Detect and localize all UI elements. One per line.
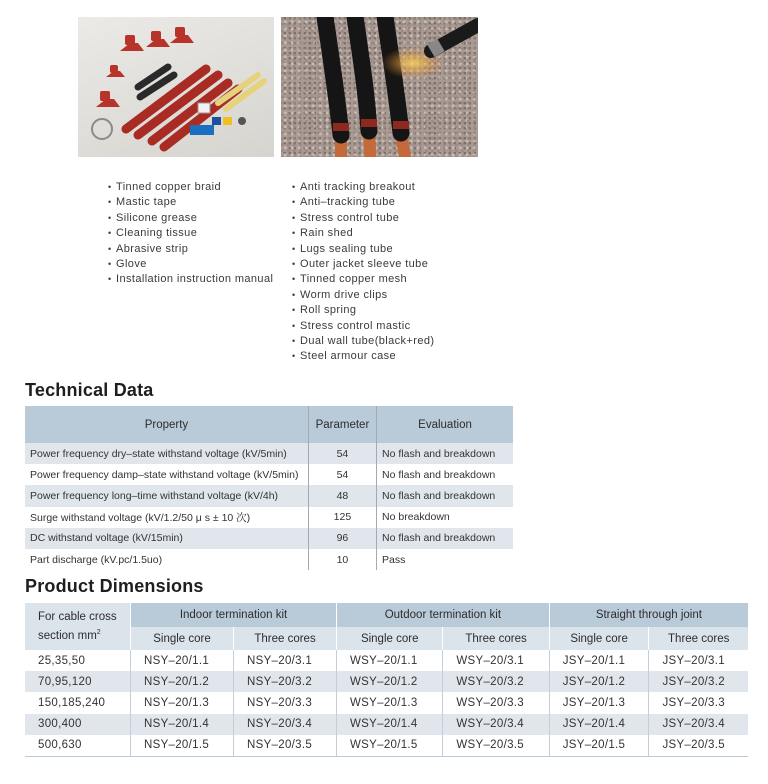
model-code-cell: WSY–20/3.3 [443,692,549,713]
kit-components-photo [78,17,274,157]
model-code-cell: JSY–20/3.2 [649,671,748,692]
model-code-cell: NSY–20/3.5 [234,735,337,757]
model-code-cell: WSY–20/3.2 [443,671,549,692]
model-code-cell: JSY–20/1.2 [549,671,649,692]
parameter-cell: 48 [308,485,376,506]
group-outdoor-termination: Outdoor termination kit [337,603,550,627]
model-code-cell: WSY–20/3.1 [443,650,549,671]
property-cell: Power frequency dry–state withstand voltage (kV/5min) [25,443,308,464]
evaluation-cell: No flash and breakdown [377,485,513,506]
model-code-cell: JSY–20/3.5 [649,735,748,757]
parameter-cell: 96 [308,528,376,549]
component-list-left [108,180,273,288]
cable-header-line1: For cable cross [38,610,117,623]
subheader-single-core: Single core [549,627,649,650]
technical-data-table [25,406,513,570]
subheader-three-cores: Three cores [649,627,748,650]
table-row [25,692,748,713]
property-cell: Power frequency damp–state withstand voltage (kV/5min) [25,464,308,485]
list-item: • Tinned copper braid [108,180,273,195]
list-item: • Worm drive clips [292,288,434,303]
table-row [25,464,513,485]
list-item: • Lugs sealing tube [292,242,434,257]
cable-section-cell: 70,95,120 [25,671,131,692]
evaluation-cell: No flash and breakdown [377,443,513,464]
model-code-cell: NSY–20/3.4 [234,714,337,735]
list-item: • Cleaning tissue [108,226,273,241]
list-item: • Stress control mastic [292,319,434,334]
dimensions-body [25,650,748,756]
group-straight-joint: Straight through joint [549,603,748,627]
list-item: • Steel armour case [292,349,434,364]
list-item: • Outer jacket sleeve tube [292,257,434,272]
parameter-cell: 10 [308,549,376,570]
model-code-cell: WSY–20/3.5 [443,735,549,757]
table-row [25,443,513,464]
model-code-cell: WSY–20/3.4 [443,714,549,735]
component-list-right [292,180,434,365]
model-code-cell: NSY–20/3.1 [234,650,337,671]
list-item: • Anti–tracking tube [292,195,434,210]
technical-data-title: Technical Data [25,380,154,400]
parameter-cell: 125 [308,507,376,528]
model-code-cell: WSY–20/1.1 [337,650,443,671]
model-code-cell: WSY–20/1.4 [337,714,443,735]
evaluation-cell: Pass [377,549,513,570]
subheader-single-core: Single core [337,627,443,650]
cable-section-cell: 150,185,240 [25,692,131,713]
model-code-cell: WSY–20/1.2 [337,671,443,692]
product-dimensions-title: Product Dimensions [25,576,204,596]
cable-section-cell: 500,630 [25,735,131,757]
evaluation-cell: No breakdown [377,507,513,528]
parameter-cell: 54 [308,443,376,464]
cable-header-line2: section mm [38,629,97,642]
list-item: • Silicone grease [108,211,273,226]
cable-section-cell: 25,35,50 [25,650,131,671]
model-code-cell: NSY–20/1.3 [131,692,234,713]
model-code-cell: NSY–20/1.4 [131,714,234,735]
table-row [25,735,748,757]
table-row [25,671,748,692]
list-item: • Anti tracking breakout [292,180,434,195]
evaluation-cell: No flash and breakdown [377,528,513,549]
property-cell: Part discharge (kV.pc/1.5uo) [25,549,308,570]
heat-shrink-cables-photo [281,17,478,157]
product-dimensions-table [25,603,748,757]
list-item: • Abrasive strip [108,242,273,257]
model-code-cell: NSY–20/1.2 [131,671,234,692]
list-item: • Rain shed [292,226,434,241]
model-code-cell: NSY–20/3.3 [234,692,337,713]
header-evaluation: Evaluation [377,406,513,443]
model-code-cell: NSY–20/3.2 [234,671,337,692]
model-code-cell: JSY–20/3.3 [649,692,748,713]
model-code-cell: JSY–20/3.1 [649,650,748,671]
table-row [25,528,513,549]
cable-header-sup: 2 [96,628,101,636]
list-item: • Installation instruction manual [108,272,273,287]
model-code-cell: JSY–20/1.3 [549,692,649,713]
property-cell: DC withstand voltage (kV/15min) [25,528,308,549]
list-item: • Glove [108,257,273,272]
subheader-three-cores: Three cores [234,627,337,650]
subheader-three-cores: Three cores [443,627,549,650]
model-code-cell: JSY–20/1.5 [549,735,649,757]
model-code-cell: NSY–20/1.5 [131,735,234,757]
parameter-cell: 54 [308,464,376,485]
cable-cross-section-header [25,603,131,650]
table-row [25,485,513,506]
list-item: • Stress control tube [292,211,434,226]
group-indoor-termination: Indoor termination kit [131,603,337,627]
model-code-cell: JSY–20/1.4 [549,714,649,735]
evaluation-cell: No flash and breakdown [377,464,513,485]
list-item: • Tinned copper mesh [292,272,434,287]
model-code-cell: JSY–20/3.4 [649,714,748,735]
model-code-cell: JSY–20/1.1 [549,650,649,671]
table-row [25,714,748,735]
list-item: • Dual wall tube(black+red) [292,334,434,349]
model-code-cell: NSY–20/1.1 [131,650,234,671]
table-row [25,507,513,528]
cable-section-cell: 300,400 [25,714,131,735]
list-item: • Mastic tape [108,195,273,210]
model-code-cell: WSY–20/1.3 [337,692,443,713]
subheader-single-core: Single core [131,627,234,650]
property-cell: Surge withstand voltage (kV/1.2/50 μ s ± 10 次) [25,507,308,528]
list-item: • Roll spring [292,303,434,318]
table-row [25,650,748,671]
property-cell: Power frequency long–time withstand voltage (kV/4h) [25,485,308,506]
header-parameter: Parameter [308,406,376,443]
model-code-cell: WSY–20/1.5 [337,735,443,757]
table-row [25,549,513,570]
header-property: Property [25,406,308,443]
